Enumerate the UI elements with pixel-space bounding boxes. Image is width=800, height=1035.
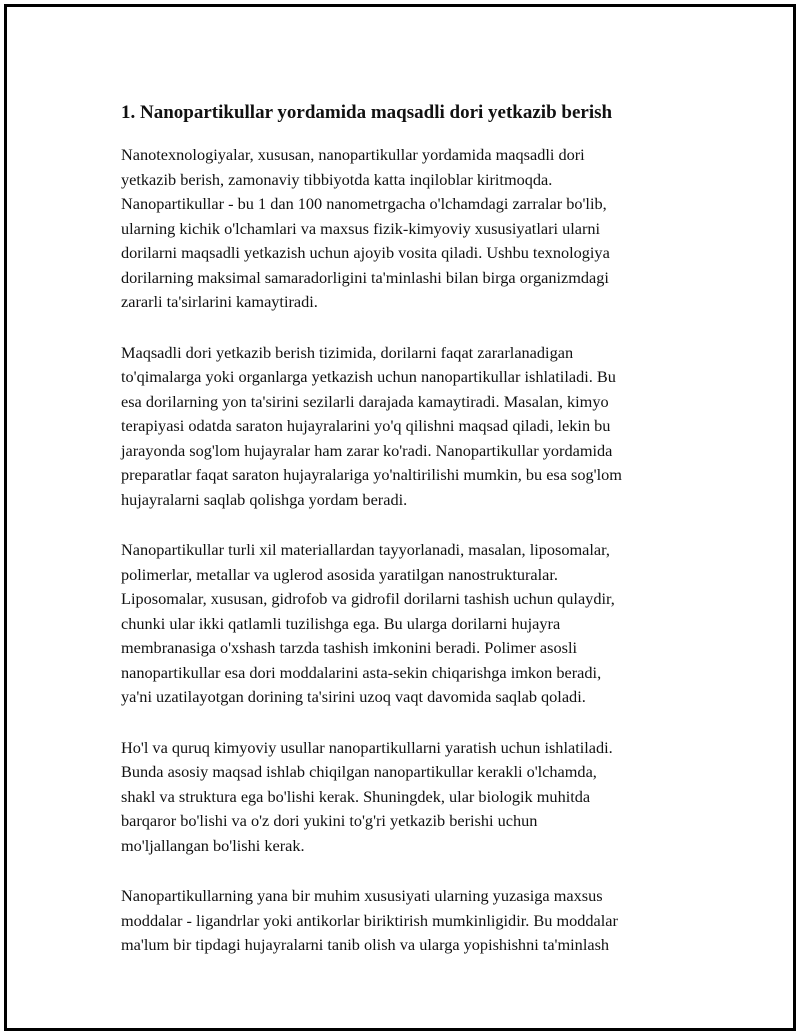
text-line: to'qimalarga yoki organlarga yetkazish uchun nanopartikullar ishlatiladi. Bu (121, 367, 616, 386)
text-line: hujayralarni saqlab qolishga yordam beradi. (121, 489, 408, 509)
text-line: Nanopartikullar - bu 1 dan 100 nanometrgacha o'lchamdagi zarralar bo'lib, (121, 194, 607, 213)
text-line: mo'ljallangan bo'lishi kerak. (121, 835, 305, 855)
text-line: membranasiga o'xshash tarzda tashish imkonini beradi. Polimer asosli (121, 638, 578, 657)
text-line: Nanotexnologiyalar, xususan, nanopartikullar yordamida maqsadli dori (121, 145, 585, 164)
text-line: Bunda asosiy maqsad ishlab chiqilgan nanopartikullar kerakli o'lchamda, (121, 762, 597, 781)
text-line: terapiyasi odatda saraton hujayralarini yo'q qilishni maqsad qiladi, lekin bu (121, 416, 611, 435)
text-line: Ho'l va quruq kimyoviy usullar nanopartikullarni yaratish uchun ishlatiladi. (121, 737, 613, 757)
text-line: preparatlar faqat saraton hujayralariga yo'naltirilishi mumkin, bu esa sog'lom (121, 465, 622, 484)
text-line: esa dorilarning yon ta'sirini sezilarli darajada kamaytiradi. Masalan, kimyo (121, 391, 609, 411)
text-line: jarayonda sog'lom hujayralar ham zarar ko'radi. Nanopartikullar yordamida (121, 440, 613, 460)
text-line: Nanopartikullar turli xil materiallardan tayyorlanadi, masalan, liposomalar, (121, 540, 610, 559)
text-line: dorilarni maqsadli yetkazish uchun ajoyib vosita qiladi. Ushbu texnologiya (121, 243, 610, 262)
text-line: Liposomalar, xususan, gidrofob va gidrofil dorilarni tashish uchun qulaydir, (121, 589, 615, 608)
text-line: nanopartikullar esa dori moddalarini asta-sekin chiqarishga imkon beradi, (121, 662, 602, 682)
paragraph-5 (121, 884, 696, 958)
text-line: Maqsadli dori yetkazib berish tizimida, dorilarni faqat zararlanadigan (121, 342, 574, 362)
page-frame (4, 4, 796, 1031)
text-line: Nanopartikullarning yana bir muhim xususiyati ularning yuzasiga maxsus (121, 886, 603, 905)
text-line: polimerlar, metallar va uglerod asosida yaratilgan nanostrukturalar. (121, 564, 558, 584)
paragraph-4 (121, 736, 696, 859)
text-line: yetkazib berish, zamonaviy tibbiyotda katta inqiloblar kiritmoqda. (121, 169, 553, 189)
text-line: ularning kichik o'lchamlari va maxsus fizik-kimyoviy xususiyatlari ularni (121, 218, 601, 238)
text-line: shakl va struktura ega bo'lishi kerak. Shuningdek, ular biologik muhitda (121, 786, 591, 806)
text-line: barqaror bo'lishi va o'z dori yukini to'g'ri yetkazib berishi uchun (121, 811, 538, 830)
paragraph-3 (121, 538, 696, 710)
text-line: chunki ular ikki qatlamli tuzilishga ega. Bu ularga dorilarni hujayra (121, 613, 561, 633)
paragraph-2 (121, 341, 696, 513)
text-line: zararli ta'sirlarini kamaytiradi. (121, 292, 318, 311)
document-body (121, 99, 696, 958)
paragraph-1 (121, 143, 696, 315)
text-line: ya'ni uzatilayotgan dorining ta'sirini uzoq vaqt davomida saqlab qoladi. (121, 687, 586, 706)
text-line: dorilarning maksimal samaradorligini ta'minlashi bilan birga organizmdagi (121, 267, 609, 287)
document-title: 1. Nanopartikullar yordamida maqsadli dori yetkazib berish (121, 102, 613, 123)
text-line: ma'lum bir tipdagi hujayralarni tanib olish va ularga yopishishni ta'minlash (121, 935, 610, 954)
text-line: moddalar - ligandrlar yoki antikorlar biriktirish mumkinligidir. Bu moddalar (121, 910, 618, 930)
